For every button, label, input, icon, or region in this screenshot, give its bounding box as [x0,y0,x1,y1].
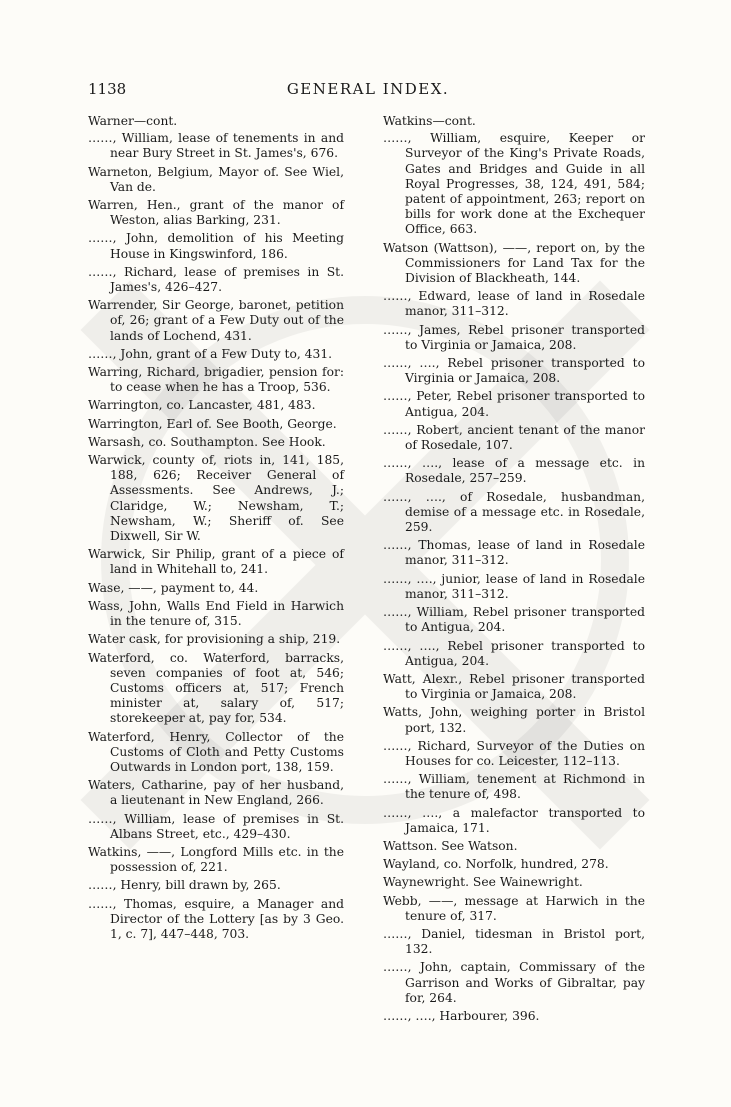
index-entry: ……, Richard, Surveyor of the Duties on Houses for co. Leicester, 112–113. [383,738,645,768]
entry-list [383,131,645,1024]
index-entry: Warneton, Belgium, Mayor of. See Wiel, Van de. [88,164,344,194]
index-entry: Waterford, Henry, Collector of the Customs of Cloth and Petty Customs Outwards in London port, 138, 159. [88,729,344,774]
index-entry: ……, Thomas, lease of land in Rosedale manor, 311–312. [383,538,645,568]
index-entry: Warsash, co. Southampton. See Hook. [88,434,326,449]
index-entry: ……, …., Harbourer, 396. [383,1008,540,1023]
index-entry: Warren, Hen., grant of the manor of Weston, alias Barking, 231. [88,198,344,228]
page-header [88,80,648,104]
index-entry: ……, John, captain, Commissary of the Garrison and Works of Gibraltar, pay for, 264. [383,960,645,1005]
index-entry: ……, Edward, lease of land in Rosedale manor, 311–312. [383,289,645,319]
index-entry: ……, William, lease of tenements in and near Bury Street in St. James's, 676. [88,131,344,161]
index-entry: Wase, ——, payment to, 44. [88,580,259,595]
index-entry: Water cask, for provisioning a ship, 219. [88,632,341,647]
index-entry: ……, Richard, lease of premises in St. James's, 426–427. [88,264,344,295]
index-entry: Warrington, co. Lancaster, 481, 483. [88,398,316,413]
continued-heading: Watkins—cont. [383,114,476,128]
index-entry: ……, William, esquire, Keeper or Surveyor of the King's Private Roads, Gates and Bridges and Guide in all Royal Progresses, 38, 124, 491, 584; patent of appointment, 263; report on bills for work done at the Exchequer Office, 663. [383,131,645,237]
index-entry: ……, William, tenement at Richmond in the tenure of, 498. [383,772,645,802]
entry-list [88,131,344,942]
index-entry: Waynewright. See Wainewright. [383,875,583,890]
index-entry: ……, …., Rebel prisoner transported to Antigua, 204. [383,638,645,668]
index-column-right [383,114,645,1027]
index-entry: ……, John, grant of a Few Duty to, 431. [88,346,333,361]
index-entry: ……, Robert, ancient tenant of the manor of Rosedale, 107. [383,422,645,453]
index-entry: Watson (Wattson), ——, report on, by the Commissioners for Land Tax for the Division of Blackheath, 144. [383,240,645,286]
index-entry: Watkins, ——, Longford Mills etc. in the possession of, 221. [88,844,344,875]
index-entry: Warrington, Earl of. See Booth, George. [88,416,337,431]
index-entry: ……, Thomas, esquire, a Manager and Director of the Lottery [as by 3 Geo. 1, c. 7], 447–448, 703. [88,896,344,941]
index-entry: ……, …., junior, lease of land in Rosedale manor, 311–312. [383,571,645,601]
index-entry: Warring, Richard, brigadier, pension for: to cease when he has a Troop, 536. [88,365,344,395]
index-entry: ……, James, Rebel prisoner transported to Virginia or Jamaica, 208. [383,322,645,352]
index-entry: Watt, Alexr., Rebel prisoner transported to Virginia or Jamaica, 208. [383,671,645,702]
index-entry: ……, William, Rebel prisoner transported to Antigua, 204. [383,605,645,635]
index-entry: ……, Henry, bill drawn by, 265. [88,878,281,893]
index-entry: ……, John, demolition of his Meeting House in Kingswinford, 186. [88,231,344,261]
index-entry: Wass, John, Walls End Field in Harwich in the tenure of, 315. [88,598,344,629]
page-number: 1138 [88,80,127,98]
index-entry: Waters, Catharine, pay of her husband, a lieutenant in New England, 266. [88,778,344,808]
index-column-left [88,114,344,945]
index-entry: ……, William, lease of premises in St. Albans Street, etc., 429–430. [88,811,344,841]
continued-heading: Warner—cont. [88,114,178,128]
index-entry: ……, …., Rebel prisoner transported to Virginia or Jamaica, 208. [383,356,645,386]
index-entry: ……, Daniel, tidesman in Bristol port, 132. [383,926,645,957]
page-title: GENERAL INDEX. [286,80,450,98]
index-entry: Wayland, co. Norfolk, hundred, 278. [383,857,609,872]
index-entry: Waterford, co. Waterford, barracks, seven companies of foot at, 546; Customs officers at, 517; French minister at, salary of, 517; storekeeper at, pay for, 534. [88,650,344,726]
index-entry: Warrender, Sir George, baronet, petition of, 26; grant of a Few Duty out of the lands of Lochend, 431. [88,298,344,343]
index-entry: ……, …., a malefactor transported to Jamaica, 171. [383,805,645,835]
index-entry: Warwick, county of, riots in, 141, 185, 188, 626; Receiver General of Assessments. See Andrews, J.; Claridge, W.; Newsham, T.; Newsham, W.; Sheriff of. See Dixwell, Sir W. [88,453,344,544]
index-entry: Wattson. See Watson. [383,838,518,853]
index-entry: Warwick, Sir Philip, grant of a piece of land in Whitehall to, 241. [88,547,344,577]
index-entry: Watts, John, weighing porter in Bristol port, 132. [383,705,645,735]
index-entry: ……, Peter, Rebel prisoner transported to Antigua, 204. [383,389,645,419]
index-entry: ……, …., of Rosedale, husbandman, demise of a message etc. in Rosedale, 259. [383,489,645,535]
index-entry: ……, …., lease of a message etc. in Rosedale, 257–259. [383,456,645,486]
index-entry: Webb, ——, message at Harwich in the tenure of, 317. [383,893,645,923]
